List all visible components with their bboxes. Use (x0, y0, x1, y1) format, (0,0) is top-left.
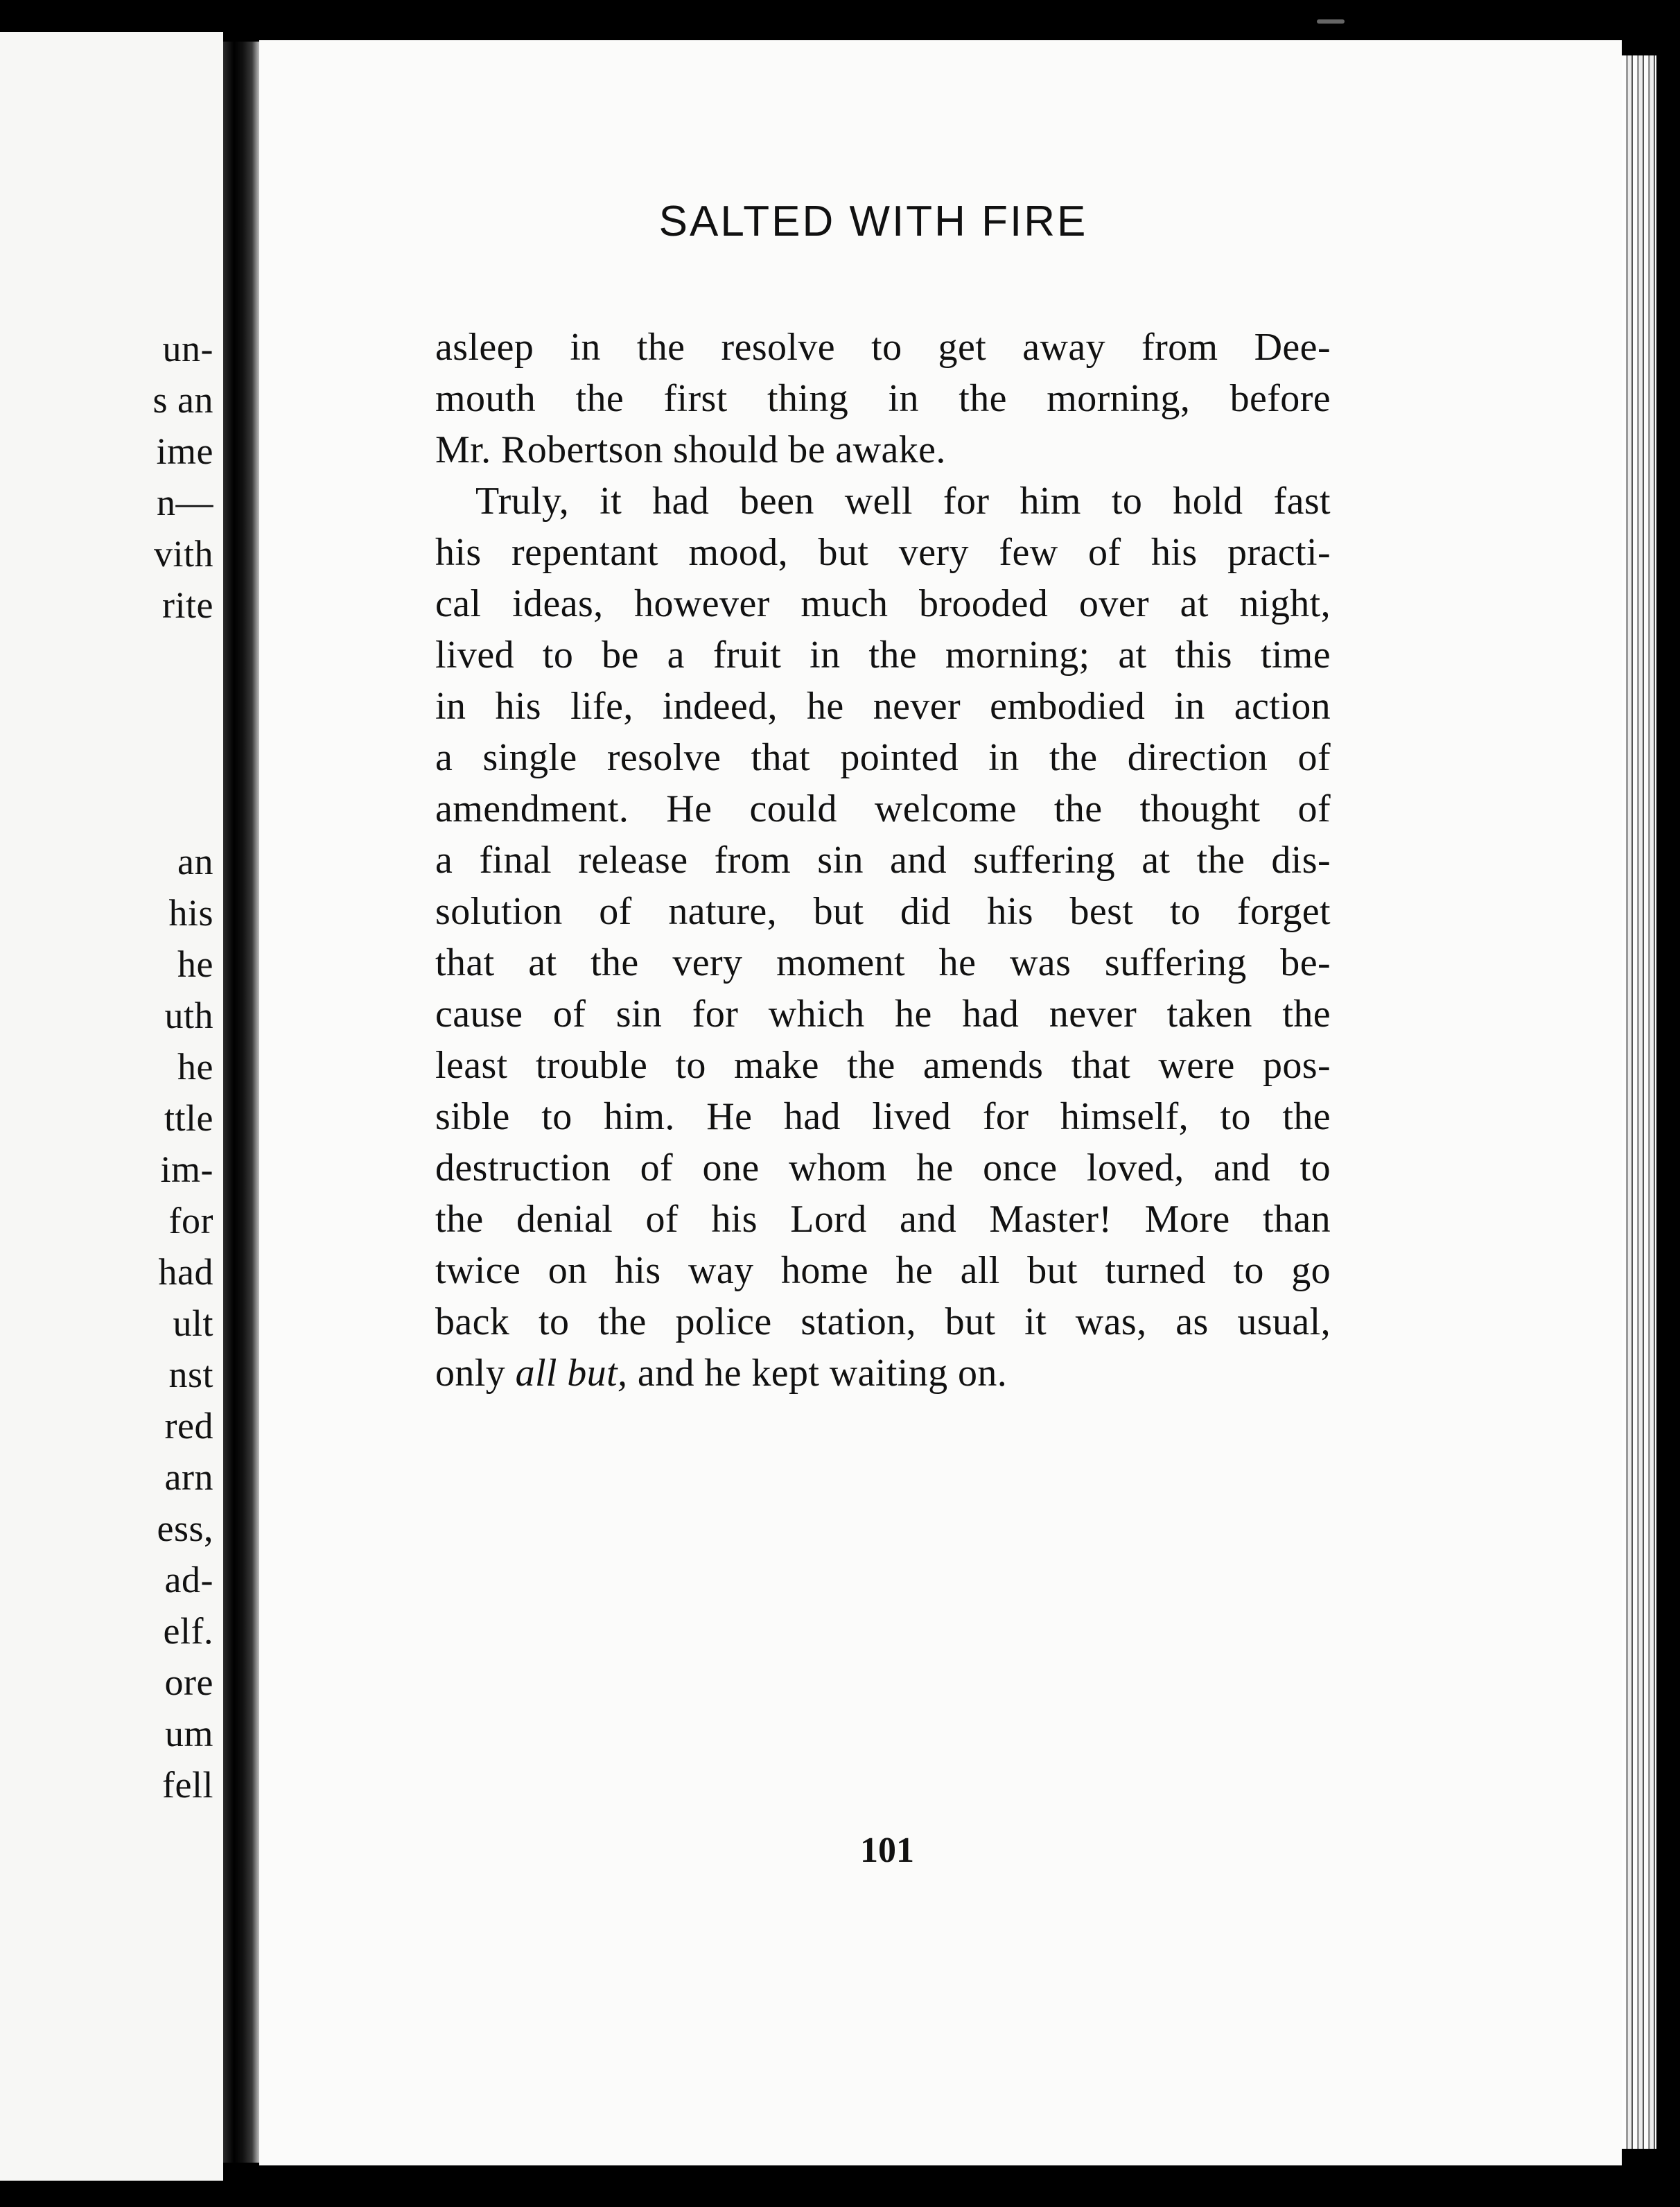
book-gutter (223, 42, 259, 2163)
left-fragment: ult (173, 1302, 213, 1344)
text-line: Mr. Robertson should be awake. (435, 428, 946, 471)
text-line: his repentant mood, but very few of his practi- (435, 531, 1331, 574)
left-fragment: he (177, 1046, 213, 1088)
body-text (435, 322, 1331, 1399)
text-line: in his life, indeed, he never embodied in action (435, 685, 1331, 728)
text-line: Truly, it had been well for him to hold fast (475, 480, 1331, 523)
text-line: a single resolve that pointed in the direction of (435, 736, 1331, 779)
text-line-final (435, 1347, 1331, 1399)
text-line: a final release from sin and suffering at the dis- (435, 839, 1331, 882)
left-fragment: for (168, 1200, 213, 1241)
scan-speck (679, 7, 683, 28)
left-fragment: fell (162, 1764, 213, 1806)
left-fragment: im- (160, 1149, 213, 1190)
left-fragment: nst (168, 1354, 213, 1395)
left-page (0, 32, 223, 2181)
text-line: cause of sin for which he had never taken the (435, 993, 1331, 1036)
left-fragment: n— (157, 482, 213, 523)
left-fragment: red (164, 1405, 213, 1447)
final-line-italic: all but, (515, 1352, 628, 1395)
page-edges (1622, 55, 1656, 2149)
text-line: the denial of his Lord and Master! More than (435, 1198, 1331, 1241)
scan-border (0, 0, 1680, 42)
text-line: amendment. He could welcome the thought of (435, 787, 1331, 830)
left-fragment: had (158, 1251, 213, 1293)
left-fragment: arn (164, 1456, 213, 1498)
left-fragment: his (168, 892, 213, 934)
left-fragment: ad- (164, 1559, 213, 1600)
left-fragment: an (177, 841, 213, 882)
left-fragment: ttle (164, 1097, 213, 1139)
left-fragment: ore (164, 1661, 213, 1703)
text-line: mouth the first thing in the morning, before (435, 377, 1331, 420)
left-fragment: ess, (157, 1508, 213, 1549)
left-fragment: elf. (163, 1610, 213, 1652)
text-line: back to the police station, but it was, as usual, (435, 1300, 1331, 1343)
text-line: lived to be a fruit in the morning; at this time (435, 634, 1331, 677)
left-fragment: um (164, 1713, 213, 1754)
text-line: destruction of one whom he once loved, and to (435, 1146, 1331, 1189)
left-fragment: s an (152, 379, 213, 421)
page-number: 101 (860, 1831, 914, 1870)
text-line: cal ideas, however much brooded over at night, (435, 582, 1331, 625)
left-fragment: he (177, 943, 213, 985)
text-line: sible to him. He had lived for himself, to the (435, 1095, 1331, 1138)
left-fragment: vith (153, 533, 213, 575)
text-line: least trouble to make the amends that were pos- (435, 1044, 1331, 1087)
left-fragment: un- (162, 328, 213, 369)
final-line-end: and he kept waiting on. (627, 1352, 1008, 1395)
left-fragment: uth (164, 995, 213, 1036)
scan-speck (1317, 19, 1345, 24)
text-line: solution of nature, but did his best to forget (435, 890, 1331, 933)
running-head: SALTED WITH FIRE (658, 198, 1088, 245)
text-line: twice on his way home he all but turned to go (435, 1249, 1331, 1292)
text-line: asleep in the resolve to get away from Dee- (435, 326, 1331, 369)
final-line-start: only (435, 1352, 516, 1395)
left-fragment: rite (162, 584, 213, 626)
text-line: that at the very moment he was suffering be- (435, 941, 1331, 984)
left-fragment: ime (156, 430, 213, 472)
